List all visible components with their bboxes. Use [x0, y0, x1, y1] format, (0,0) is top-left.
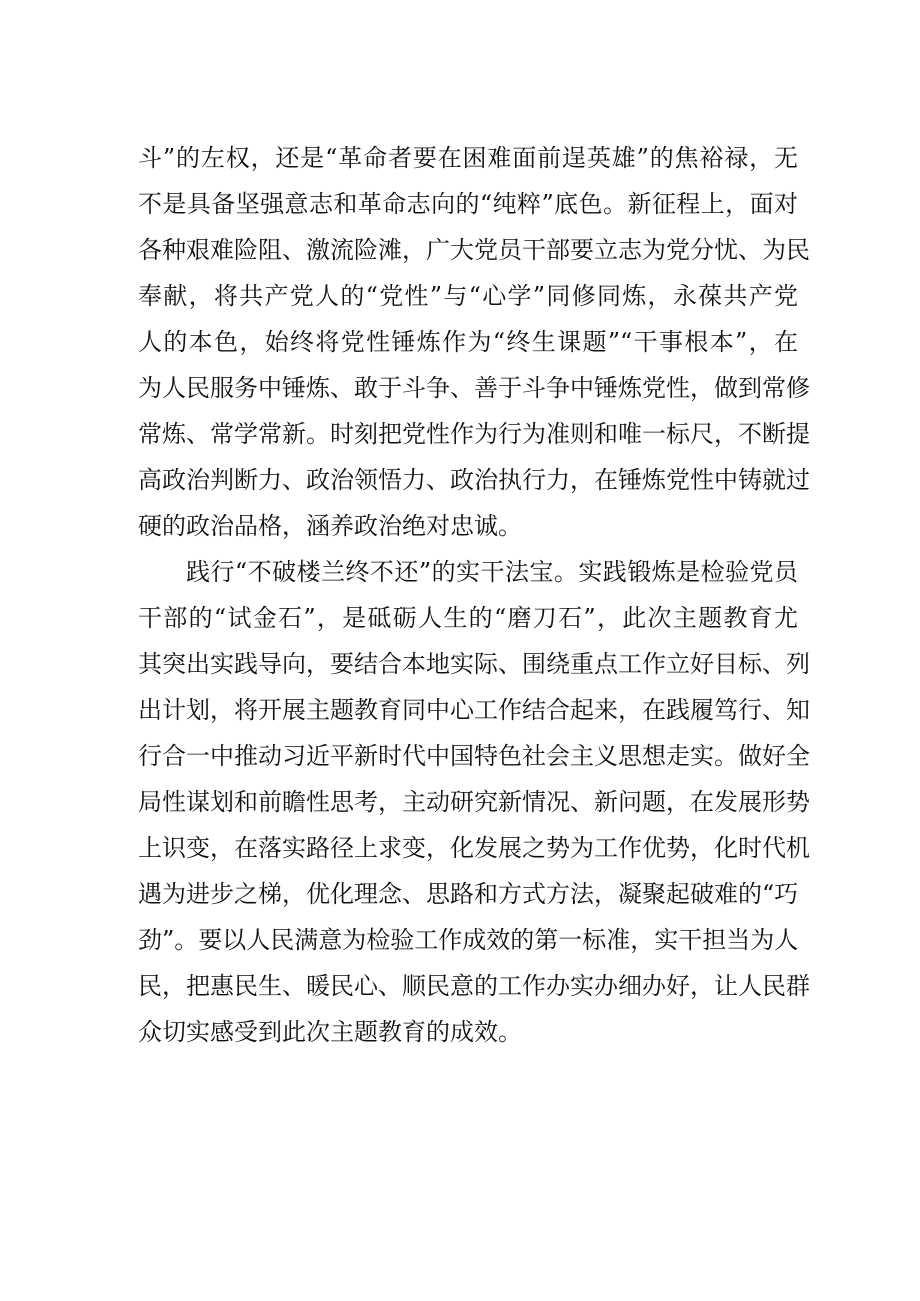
text-line: 高政治判断力、政治领悟力、政治执行力，在锤炼党性中铸就过 — [138, 466, 810, 494]
text-line: 常炼、常学常新。时刻把党性作为行为准则和唯一标尺，不断提 — [138, 420, 810, 448]
text-line: 各种艰难险阻、激流险滩，广大党员干部要立志为党分忧、为民 — [138, 236, 810, 264]
text-line: 劲”。要以人民满意为检验工作成效的第一标准，实干担当为人 — [138, 926, 799, 954]
text-line: 不是具备坚强意志和革命志向的“纯粹”底色。新征程上，面对 — [138, 190, 798, 218]
text-line: 奉献，将共产党人的“党性”与“心学”同修同炼，永葆共产党 — [138, 282, 798, 310]
text-line: 出计划，将开展主题教育同中心工作结合起来，在践履笃行、知 — [138, 696, 810, 724]
text-line: 硬的政治品格，涵养政治绝对忠诚。 — [138, 512, 522, 540]
text-line: 人的本色，始终将党性锤炼作为“终生课题”“干事根本”，在 — [138, 328, 798, 356]
text-line: 上识变，在落实路径上求变，化发展之势为工作优势，化时代机 — [138, 834, 810, 862]
text-line: 为人民服务中锤炼、敢于斗争、善于斗争中锤炼党性，做到常修 — [138, 374, 810, 402]
text-line: 行合一中推动习近平新时代中国特色社会主义思想走实。做好全 — [138, 742, 810, 770]
text-line: 其突出实践导向，要结合本地实际、围绕重点工作立好目标、列 — [138, 650, 810, 678]
text-line: 斗”的左权，还是“革命者要在困难面前逞英雄”的焦裕禄，无 — [138, 144, 798, 172]
text-line: 遇为进步之梯，优化理念、思路和方式方法，凝聚起破难的“巧 — [138, 880, 799, 908]
text-line: 践行“不破楼兰终不还”的实干法宝。实践锻炼是检验党员 — [186, 558, 798, 586]
text-line: 众切实感受到此次主题教育的成效。 — [138, 1018, 522, 1046]
text-line: 民，把惠民生、暖民心、顺民意的工作办实办细办好，让人民群 — [138, 972, 810, 1000]
text-line: 干部的“试金石”，是砥砺人生的“磨刀石”，此次主题教育尤 — [138, 604, 798, 632]
text-line: 局性谋划和前瞻性思考，主动研究新情况、新问题，在发展形势 — [138, 788, 810, 816]
